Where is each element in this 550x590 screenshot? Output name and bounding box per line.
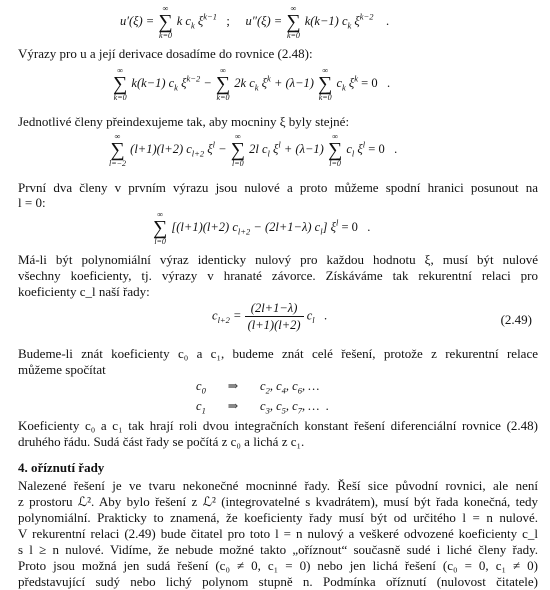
implication-c1: $c_1$ ⇒ $c_3$, $c_5$, $c_7$, … .	[196, 399, 329, 416]
paragraph-truncation-line2: z prostoru ℒ². Aby bylo řešení z ℒ² (integrovatelné s kvadrátem), musí být řada konečná, tedy	[18, 494, 538, 509]
paragraph-truncation-line5: s l ≥ n nulové. Vidíme, že nebude možné takto „oříznout“ současně sudé i liché členy řady.	[18, 542, 538, 557]
paragraph-truncation-line3: polynomiální. Prakticky to znamená, že koeficienty řady musí být od určitého l = n nulové.	[18, 510, 538, 525]
equation-substituted: ∞ ∑ k=0 k(k−1) $c_k$ $\xi^{k-2}$ − ∞ ∑ k=0 2k $c_k$ $\xi^k + (\lambda-1)$ ∞ ∑ k=0 $c_k$ $\xi^k = 0$ .	[113, 66, 391, 102]
equation-derivatives: u′(ξ) = ∞ ∑ k=0 k $c_k$ $\xi^{k-1}$ ; u″(ξ) = ∞ ∑ k=0 k(k−1) $c_k$ $\xi^{k-2}$ .	[120, 4, 390, 40]
paragraph-first-terms-line2: l = 0:	[18, 195, 46, 210]
paragraph-coefficients-line1: Má-li být polynomiální výraz identicky nulový pro každou hodnotu ξ, musí být nulové	[18, 252, 538, 267]
implication-c0: $c_0$ ⇒ $c_2$, $c_4$, $c_6$, …	[196, 379, 326, 396]
paragraph-coefficients-line2: všechny koeficienty, tj. výrazy v hranaté závorce. Získáváme tak rekurentní relaci pro	[18, 268, 538, 283]
paragraph-reindex: Jednotlivé členy přeindexujeme tak, aby mocniny ξ byly stejné:	[18, 114, 350, 129]
equation-combined: ∞ ∑ l=0 [(l+1)(l+2) $c_{l+2} - (2l+1-\lambda)$ $c_l$] $\xi^l = 0$ .	[153, 210, 371, 246]
paragraph-first-terms-line1: První dva členy v prvním výrazu jsou nulové a proto můžeme spodní hranici posunout na	[18, 180, 538, 195]
paragraph-known-coefficients-line1: Budeme-li znát koeficienty c₀ a c₁, budeme znát celé řešení, protože z rekurentní relace	[18, 346, 538, 361]
paragraph-integration-constants-line2: druhého řádu. Sudá část řady se počítá z c₀ a lichá z c₁.	[18, 434, 305, 449]
paragraph-truncation-line1: Nalezené řešení je ve tvaru nekonečné mocninné řady. Řeší sice původní rovnici, ale není	[18, 478, 538, 493]
equation-number: (2.49)	[500, 312, 532, 327]
paragraph-truncation-line6: Proto jsou možná jen sudá řešení (c₀ ≠ 0, c₁ = 0) nebo jen lichá řešení (c₀ = 0, c₁ ≠ 0)	[18, 558, 538, 573]
paragraph-truncation-line4: V rekurentní relaci (2.49) bude čitatel pro toto l = n nulový a veškeré odvozené koeficienty c_l	[18, 526, 538, 541]
paragraph-substitute: Výrazy pro u a její derivace dosadíme do rovnice (2.48):	[18, 46, 313, 61]
paragraph-coefficients-line3: koeficienty c_l naší řady:	[18, 284, 150, 299]
equation-recurrence: $c_{l+2}$ = $\frac{(2l+1-\lambda)}{(l+1)(l+2)}$ $c_l$ .	[212, 301, 328, 332]
paragraph-integration-constants-line1: Koeficienty c₀ a c₁ tak hrají roli dvou integračních konstant řešení diferenciální rovnice (2.48)	[18, 418, 538, 433]
paragraph-truncation-line7: představující sudý nebo lichý polynom stupně n. Podmínka oříznutí (nulovost čitatele)	[18, 574, 538, 589]
equation-reindexed: ∞ ∑ l=−2 (l+1)(l+2) $c_{l+2}$ $\xi^l$ − ∞ ∑ l=0 2l $c_l$ $\xi^l + (\lambda-1)$ ∞ ∑ l=0 $c_l$ $\xi^l = 0$ .	[109, 132, 398, 168]
section-heading: 4. oříznutí řady	[18, 460, 105, 475]
paragraph-known-coefficients-line2: můžeme spočítat	[18, 362, 106, 377]
